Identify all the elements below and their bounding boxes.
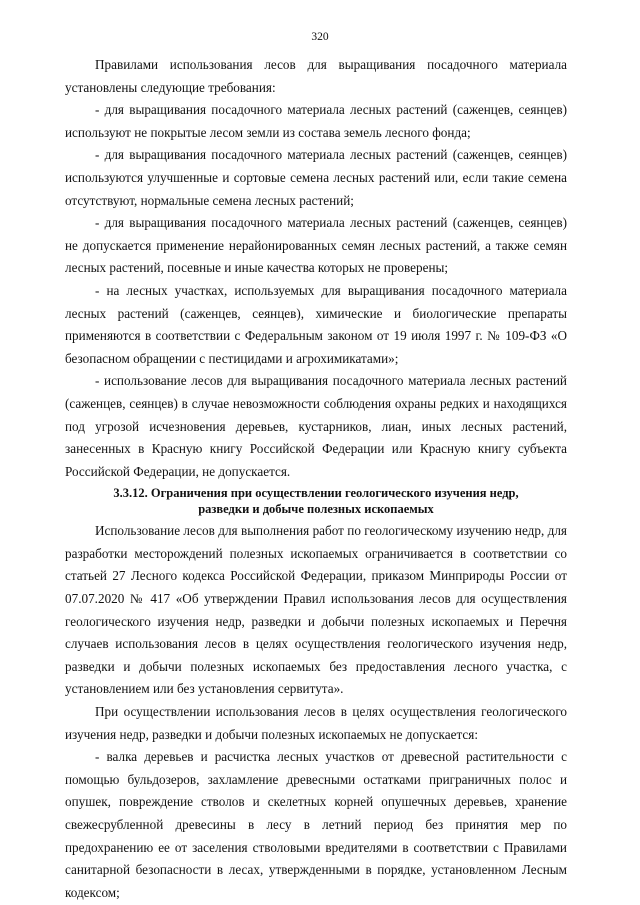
document-body	[65, 54, 567, 904]
section-heading-line-2: разведки и добыче полезных ископаемых	[198, 502, 434, 517]
list-item: - для выращивания посадочного материала лесных растений (саженцев, сеянцев) используют не покрытые лесом земли из состава земель лесного фонда;	[65, 102, 567, 140]
list-item: - для выращивания посадочного материала лесных растений (саженцев, сеянцев) не допускается применение нерайонированных семян лесных растений, а также семян лесных растений, посевные и иные качества которых не проверены;	[65, 215, 567, 276]
list-item: - валка деревьев и расчистка лесных участков от древесной растительности с помощью бульдозеров, захламление древесными остатками приграничных полос и опушек, повреждение стволов и скелетных корней опушечных деревьев, хранение свежесрубленной древесины в лесу в летний период без принятия мер по предохранению ее от заселения стволовыми вредителями в соответствии с Правилами санитарной безопасности в лесах, утвержденными в порядке, установленном Лесным кодексом;	[65, 749, 567, 900]
list-item: - для выращивания посадочного материала лесных растений (саженцев, сеянцев) используются улучшенные и сортовые семена лесных растений или, если такие семена отсутствуют, нормальные семена лесных растений;	[65, 147, 567, 208]
paragraph: При осуществлении использования лесов в целях осуществления геологического изучения недр, разведки и добычи полезных ископаемых не допускается:	[65, 704, 567, 742]
section-heading-line-1: 3.3.12. Ограничения при осуществлении геологического изучения недр,	[113, 486, 519, 501]
paragraph: Правилами использования лесов для выращивания посадочного материала установлены следующие требования:	[65, 57, 567, 95]
list-item: - использование лесов для выращивания посадочного материала лесных растений (саженцев, сеянцев) в случае невозможности соблюдения охраны редких и находящихся под угрозой исчезновения деревьев, кустарников, лиан, иных лесных растений, занесенных в Красную книгу Российской Федерации или Красную книгу субъекта Российской Федерации, не допускается.	[65, 373, 567, 479]
page-number: 320	[311, 31, 329, 43]
list-item: - на лесных участках, используемых для выращивания посадочного материала лесных растений (саженцев, сеянцев), химические и биологические препараты применяются в соответствии с Федеральным законом от 19 июля 1997 г. № 109-ФЗ «О безопасном обращении с пестицидами и агрохимикатами»;	[65, 282, 567, 366]
section-heading	[65, 485, 567, 517]
paragraph: Использование лесов для выполнения работ по геологическому изучению недр, для разработки месторождений полезных ископаемых ограничивается в соответствии со статьей 27 Лесного кодекса Российской Федерации, приказом Минприроды России от 07.07.2020 № 417 «Об утверждении Правил использования лесов для осуществления геологического изучения недр, разведки и добычи полезных ископаемых и Перечня случаев использования лесов в целях осуществления геологического изучения недр, разведки и добычи полезных ископаемых без предоставления лесного участка, с установлением или без установления сервитута».	[65, 523, 567, 697]
